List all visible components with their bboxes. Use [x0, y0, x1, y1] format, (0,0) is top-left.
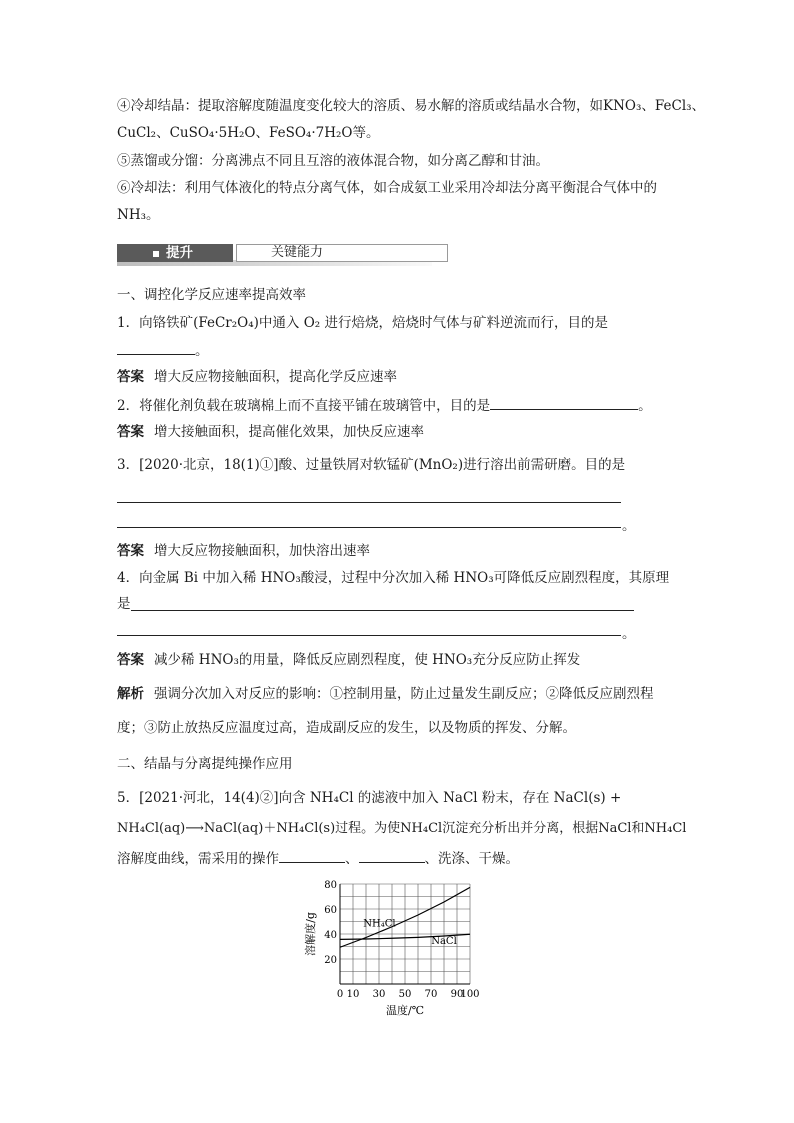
blank-separator: 、 [345, 851, 359, 867]
x-tick-label: 50 [398, 989, 412, 1000]
banner-title: 关键能力 [271, 245, 324, 260]
answer-2 [117, 422, 424, 442]
answer-blank[interactable] [490, 395, 638, 410]
question-2-text: 2．将催化剂负载在玻璃棉上而不直接平铺在玻璃管中，目的是 [117, 398, 491, 414]
solubility-chart [300, 872, 500, 1022]
section-1-heading: 一、调控化学反应速率提高效率 [117, 287, 306, 303]
series-label: NaCl [431, 936, 457, 947]
question-5-line-2: NH₄Cl(aq)⟶NaCl(aq)＋NH₄Cl(s)过程。为使NH₄Cl沉淀充分析出并分离，根据NaCl和NH₄Cl [117, 821, 687, 836]
answer-blank-line[interactable] [117, 502, 621, 503]
intro-item-6-line-1: ⑥冷却法：利用气体液化的特点分离气体，如合成氨工业采用冷却法分离平衡混合气体中的 [117, 180, 657, 196]
x-tick-label: 90 [450, 989, 464, 1000]
answer-blank-line[interactable] [117, 527, 621, 528]
section-2-heading: 二、结晶与分离提纯操作应用 [117, 756, 293, 772]
x-tick-label: 10 [346, 989, 360, 1000]
y-tick-label: 80 [324, 880, 337, 891]
answer-1 [117, 367, 397, 387]
x-tick-label: 30 [372, 989, 386, 1000]
banner-tag-label: 提升 [166, 245, 193, 261]
question-2 [117, 395, 652, 416]
intro-item-6-line-2: NH₃。 [117, 207, 160, 223]
x-axis-label: 温度/℃ [385, 1004, 425, 1017]
series-label: NH₄Cl [363, 918, 396, 930]
question-1-end: 。 [195, 343, 209, 359]
x-tick-label: 70 [424, 989, 438, 1000]
answer-4 [117, 650, 580, 670]
answer-blank-line[interactable] [117, 635, 621, 636]
answer-1-text: 增大反应物接触面积，提高化学反应速率 [154, 369, 397, 385]
answer-blank[interactable] [279, 848, 345, 863]
answer-label: 答案 [117, 369, 144, 385]
question-3-end: 。 [622, 518, 636, 534]
banner-tag [117, 244, 233, 262]
question-5-line-1: 5．[2021·河北，14(4)②]向含 NH₄Cl 的滤液中加入 NaCl 粉末，存在 NaCl(s) + [117, 790, 622, 806]
square-bullet-icon [153, 251, 159, 257]
question-5-text: 溶解度曲线，需采用的操作 [117, 851, 279, 867]
answer-label: 答案 [117, 424, 144, 440]
analysis-label: 解析 [117, 686, 144, 702]
y-axis-label: 溶解度/g [304, 912, 317, 956]
answer-label: 答案 [117, 543, 144, 559]
y-tick-label: 60 [324, 905, 337, 916]
answer-3 [117, 541, 370, 561]
analysis-text: 强调分次加入对反应的影响：①控制用量，防止过量发生副反应；②降低反应剧烈程 [154, 686, 654, 702]
question-1-answer-line [117, 340, 209, 361]
answer-blank[interactable] [117, 340, 195, 355]
question-5-end: 、洗涤、干燥。 [424, 851, 519, 867]
answer-2-text: 增大接触面积，提高催化效果，加快反应速率 [154, 424, 424, 440]
answer-blank-line[interactable] [131, 610, 634, 611]
question-4-text: 4．向金属 Bi 中加入稀 HNO₃酸浸，过程中分次加入稀 HNO₃可降低反应剧烈程度，其原理 [117, 570, 670, 586]
question-3-text: 3．[2020·北京，18(1)①]酸、过量铁屑对软锰矿(MnO₂)进行溶出前需研磨。目的是 [117, 457, 626, 473]
x-tick-label: 100 [460, 989, 480, 1000]
analysis-line-2: 度；③防止放热反应温度过高，造成副反应的发生，以及物质的挥发、分解。 [117, 720, 576, 736]
banner-title-box [236, 244, 448, 262]
answer-label: 答案 [117, 652, 144, 668]
intro-item-4-line-1: ④冷却结晶：提取溶解度随温度变化较大的溶质、易水解的溶质或结晶水合物，如KNO₃、FeCl₃、 [117, 98, 706, 114]
question-4-end: 。 [622, 626, 636, 642]
x-tick-label: 0 [336, 989, 344, 1000]
section-banner [117, 244, 432, 266]
answer-blank[interactable] [359, 848, 425, 863]
intro-item-4-line-2: CuCl₂、CuSO₄·5H₂O、FeSO₄·7H₂O等。 [117, 125, 380, 141]
y-tick-label: 40 [324, 930, 337, 941]
question-5-line-3 [117, 848, 519, 869]
analysis-line-1 [117, 684, 654, 704]
question-2-end: 。 [638, 398, 652, 414]
answer-4-text: 减少稀 HNO₃的用量，降低反应剧烈程度，使 HNO₃充分反应防止挥发 [154, 652, 581, 668]
question-1-text: 1．向铬铁矿(FeCr₂O₄)中通入 O₂ 进行焙烧，焙烧时气体与矿料逆流而行，目的是 [117, 315, 608, 331]
intro-item-5: ⑤蒸馏或分馏：分离沸点不同且互溶的液体混合物，如分离乙醇和甘油。 [117, 153, 549, 169]
y-tick-label: 20 [324, 955, 337, 966]
answer-3-text: 增大反应物接触面积，加快溶出速率 [154, 543, 370, 559]
question-4-prefix: 是 [117, 596, 131, 612]
